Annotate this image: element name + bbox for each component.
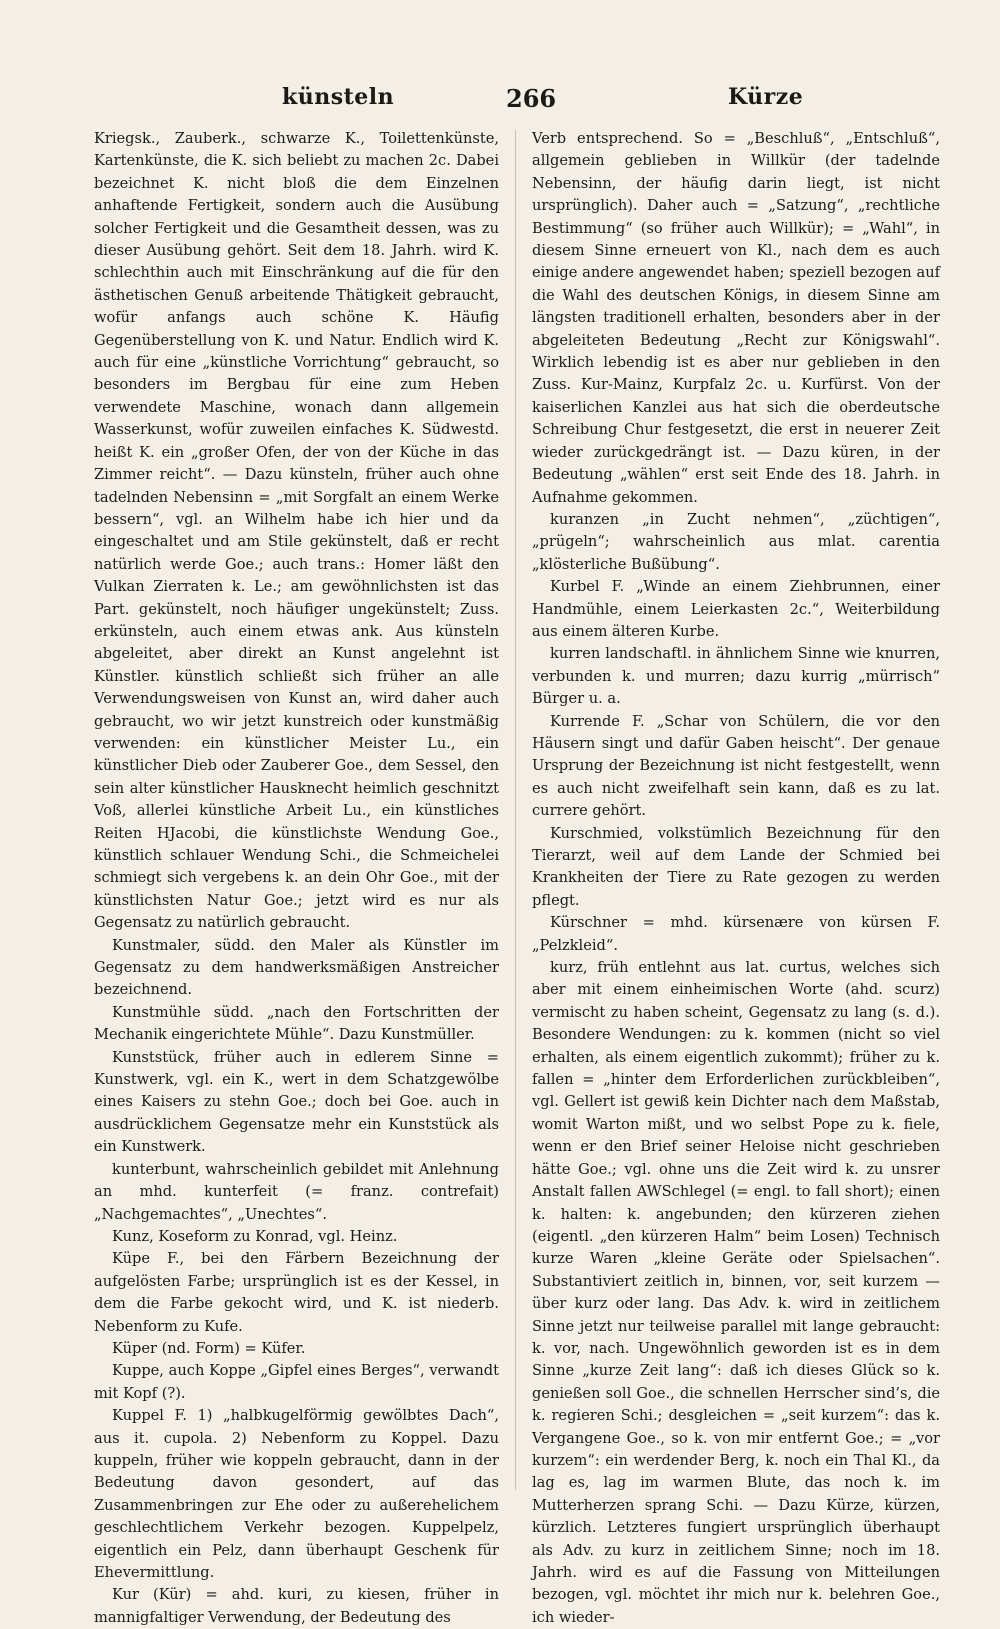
page-header	[80, 84, 920, 124]
header-right-catchword: Kürze	[728, 84, 804, 110]
entry-paragraph: Küper (nd. Form) = Küfer.	[112, 1339, 306, 1357]
header-left-catchword: künsteln	[282, 84, 395, 110]
entry-paragraph: Kunststück, früher auch in edlerem Sinne = Kunstwerk, vgl. ein K., wert in dem Schatzgewölbe eines Kaisers zu stehn Goe.; doch bei Goe. auch in ausdrücklichem Gegensatze mehr ein Kunststück als ein Kunstwerk.	[94, 1048, 499, 1156]
entry-paragraph: Kürschner = mhd. kürsenære von kürsen F. „Pelzkleid“.	[532, 914, 940, 954]
entry-paragraph: Kurrende F. „Schar von Schülern, die vor den Häusern singt und dafür Gaben heischt“. Der genaue Ursprung der Bezeichnung ist nicht festgestellt, wenn es auch nicht zweifelhaft sein kann, daß es zu lat. currere gehört.	[532, 712, 940, 820]
entry-paragraph: Küpe F., bei den Färbern Bezeichnung der aufgelösten Farbe; ursprünglich ist es der Kessel, in dem die Farbe gekocht wird, und K. ist niederb. Nebenform zu Kufe.	[94, 1250, 499, 1335]
entry-paragraph: Kurschmied, volkstümlich Bezeichnung für den Tierarzt, weil auf dem Lande der Schmied bei Krankheiten der Tiere zu Rate gezogen zu werden pflegt.	[532, 824, 940, 909]
entry-paragraph: Kriegsk., Zauberk., schwarze K., Toilettenkünste, Kartenkünste, die K. sich beliebt zu machen 2c. Dabei bezeichnet K. nicht bloß die dem Einzelnen anhaftende Fertigkeit, sondern auch die Ausübung solcher Fertigkeit und die Gesamtheit dessen, was zu dieser Ausübung gehört. Seit dem 18. Jahrh. wird K. schlechthin auch mit Einschränkung auf die für den ästhetischen Genuß arbeitende Thätigkeit gebraucht, wofür anfangs auch schöne K. Häufig Gegenüberstellung von K. und Natur. Endlich wird K. auch für eine „künstliche Vorrichtung“ gebraucht, so besonders im Bergbau für eine zum Heben verwendete Maschine, wonach dann allgemein Wasserkunst, wofür zuweilen einfaches K. Südwestd. heißt K. ein „großer Ofen, der von der Küche in das Zimmer reicht“. — Dazu künsteln, früher auch ohne tadelnden Nebensinn = „mit Sorgfalt an einem Werke bessern“, vgl. an Wilhelm habe ich hier und da eingeschaltet und am Stile gekünstelt, daß er recht natürlich werde Goe.; auch trans.: Homer läßt den Vulkan Zierraten k. Le.; am gewöhnlichsten ist das Part. gekünstelt, noch häufiger ungekünstelt; Zuss. erkünsteln, auch einem etwas ank. Aus künsteln abgeleitet, aber direkt an Kunst angelehnt ist Künstler. künstlich schließt sich früher an alle Verwendungsweisen von Kunst an, wird daher auch gebraucht, wo wir jetzt kunstreich oder kunstmäßig verwenden: ein künstlicher Meister Lu., ein künstlicher Dieb oder Zauberer Goe., dem Sessel, den sein alter künstlicher Hausknecht heimlich geschnitzt Voß, allerlei künstliche Arbeit Lu., ein künstliches Reiten HJacobi, die künstlichste Wendung Goe., künstlich schlauer Wendung Schi., die Schmeichelei schmiegt sich vergebens k. an dein Ohr Goe., mit der künstlichsten Natur Goe.; jetzt wird es nur als Gegensatz zu natürlich gebraucht.	[94, 130, 499, 932]
entry-paragraph: kurren landschaftl. in ähnlichem Sinne wie knurren, verbunden k. und murren; dazu kurrig „mürrisch“ Bürger u. a.	[532, 645, 940, 708]
entry-paragraph: Verb entsprechend. So = „Beschluß“, „Entschluß“, allgemein geblieben in Willkür (der tadelnde Nebensinn, der häufig darin liegt, ist nicht ursprünglich). Daher auch = „Satzung“, „rechtliche Bestimmung“ (so früher auch Willkür); = „Wahl“, in diesem Sinne erneuert von Kl., nach dem es auch einige andere angewendet haben; speziell bezogen auf die Wahl des deutschen Königs, in diesem Sinne am längsten traditionell erhalten, besonders aber in der abgeleiteten Bedeutung „Recht zur Königswahl“. Wirklich lebendig ist es aber nur geblieben in den Zuss. Kur-Mainz, Kurpfalz 2c. u. Kurfürst. Von der kaiserlichen Kanzlei aus hat sich die oberdeutsche Schreibung Chur festgesetzt, die erst in neuerer Zeit wieder zurückgedrängt ist. — Dazu küren, in der Bedeutung „wählen“ erst seit Ende des 18. Jahrh. in Aufnahme gekommen.	[532, 130, 940, 506]
page-number: 266	[506, 84, 557, 113]
entry-paragraph: Kur (Kür) = ahd. kuri, zu kiesen, früher in mannigfaltiger Verwendung, der Bedeutung des	[94, 1586, 499, 1626]
right-column	[532, 128, 940, 1629]
entry-paragraph: kunterbunt, wahrscheinlich gebildet mit Anlehnung an mhd. kunterfeit (= franz. contrefait) „Nachgemachtes“, „Unechtes“.	[94, 1160, 499, 1223]
entry-paragraph: kurz, früh entlehnt aus lat. curtus, welches sich aber mit einem einheimischen Worte (ahd. scurz) vermischt zu haben scheint, Gegensatz zu lang (s. d.). Besondere Wendungen: zu k. kommen (nicht so viel erhalten, als einem eigentlich zukommt); früher zu k. fallen = „hinter dem Erforderlichen zurückbleiben“, vgl. Gellert ist gewiß kein Dichter nach dem Maßstab, womit Warton mißt, und wo selbst Pope zu k. fiele, wenn er den Brief seiner Heloise nicht geschrieben hätte Goe.; vgl. ohne uns die Zeit wird k. zu unsrer Anstalt fallen AWSchlegel (= engl. to fall short); einen k. halten: k. angebunden; den kürzeren ziehen (eigentl. „den kürzeren Halm“ beim Losen) Technisch kurze Waren „kleine Geräte oder Spielsachen“. Substantiviert zeitlich in, binnen, vor, seit kurzem — über kurz oder lang. Das Adv. k. wird in zeitlichem Sinne jetzt nur teilweise parallel mit lange gebraucht: k. vor, nach. Ungewöhnlich geworden ist es in dem Sinne „kurze Zeit lang“: daß ich dieses Glück so k. genießen soll Goe., die schnellen Herrscher sind’s, die k. regieren Schi.; desgleichen = „seit kurzem“: das k. Vergangene Goe., so k. von mir entfernt Goe.; = „vor kurzem“: ein werdender Berg, k. noch ein Thal Kl., da lag es, lag im warmen Blute, das noch k. im Mutterherzen sprang Schi. — Dazu Kürze, kürzen, kürzlich. Letzteres fungiert ursprünglich überhaupt als Adv. zu kurz in zeitlichem Sinne; noch im 18. Jahrh. wird es auf die Fassung von Mitteilungen bezogen, vgl. möchtet ihr mich nur k. belehren Goe., ich wieder-	[532, 959, 940, 1626]
entry-paragraph: Kunz, Koseform zu Konrad, vgl. Heinz.	[112, 1227, 398, 1245]
entry-paragraph: Kurbel F. „Winde an einem Ziehbrunnen, einer Handmühle, einem Leierkasten 2c.“, Weiterbildung aus einem älteren Kurbe.	[532, 578, 940, 640]
entry-paragraph: Kuppel F. 1) „halbkugelförmig gewölbtes Dach“, aus it. cupola. 2) Nebenform zu Koppel. Dazu kuppeln, früher wie koppeln gebraucht, dann in der Bedeutung davon gesondert, auf das Zusammenbringen zur Ehe oder zu außerehelichem geschlechtlichem Verkehr bezogen. Kuppelpelz, eigentlich ein Pelz, dann überhaupt Geschenk für Ehevermittlung.	[94, 1407, 499, 1581]
entry-paragraph: Kunstmühle südd. „nach den Fortschritten der Mechanik eingerichtete Mühle“. Dazu Kunstmüller.	[94, 1003, 499, 1044]
column-divider	[515, 130, 516, 1490]
entry-paragraph: Kuppe, auch Koppe „Gipfel eines Berges“, verwandt mit Kopf (?).	[94, 1362, 499, 1402]
entry-paragraph: Kunstmaler, südd. den Maler als Künstler im Gegensatz zu dem handwerksmäßigen Anstreicher bezeichnend.	[94, 936, 499, 999]
left-column	[94, 128, 499, 1629]
entry-paragraph: kuranzen „in Zucht nehmen“, „züchtigen“, „prügeln“; wahrscheinlich aus mlat. carentia „klösterliche Bußübung“.	[532, 510, 940, 573]
